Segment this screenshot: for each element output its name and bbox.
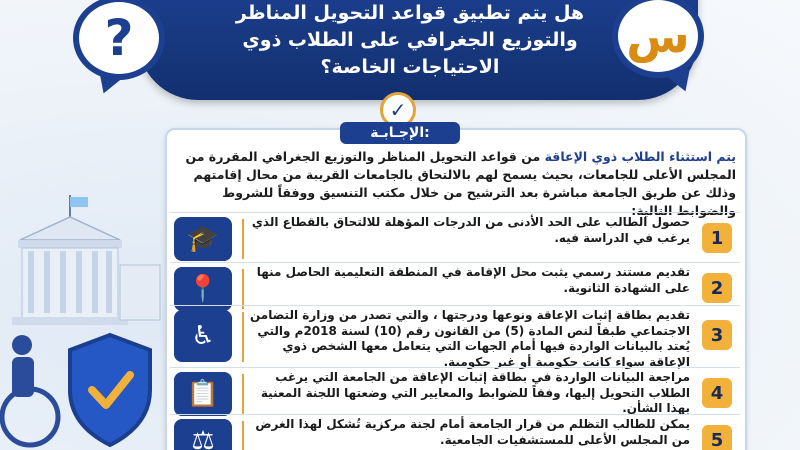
item-number: 3: [702, 320, 732, 350]
list-item: [170, 305, 740, 369]
item-divider: [242, 269, 244, 309]
item-divider: [242, 421, 244, 450]
university-illustration: [0, 195, 175, 450]
wheelchair-icon: ♿: [174, 310, 232, 362]
checkmark-icon: ✓: [380, 92, 416, 128]
item-number: 5: [702, 425, 732, 450]
location-pin-icon: 📍: [174, 267, 232, 311]
item-number: 1: [702, 223, 732, 253]
page-title: هل يتم تطبيق قواعد التحويل المناظر والتوزيع الجغرافي على الطلاب ذوي الاحتياجات الخاصة؟: [235, 2, 585, 78]
question-mark-glyph: ?: [104, 9, 134, 67]
item-text: حصول الطالب على الحد الأدنى من الدرجات المؤهلة للالتحاق بالقطاع الذي يرغب في الدراسة فيه.: [251, 215, 690, 245]
item-text: تقديم مستند رسمي يثبت محل الإقامة في المنطقة التعليمية الحاصل منها على الشهادة الثانوية.: [256, 265, 690, 295]
checklist-icon: 📋: [174, 372, 232, 416]
intro-text: من قواعد التحويل المناظر والتوزيع الجغرافي المقررة من المجلس الأعلى للجامعات، بحيث يسمح لهم بالالتحاق بالجامعات القريبة من محال إقامتهم وذلك عن طريق الجامعة مباشرة بعد الترشيح من خلال مكتب التنسيق ووفقاً للشروط والضوابط التالية:: [185, 149, 736, 218]
answer-label: الإجـابـة:: [340, 122, 460, 144]
scales-icon: ⚖: [174, 419, 232, 450]
list-item: [170, 367, 740, 417]
answer-letter-glyph: س: [626, 9, 690, 63]
item-divider: [242, 312, 244, 362]
item-number: 2: [702, 273, 732, 303]
intro-highlight: يتم استثناء الطلاب ذوي الإعاقة: [544, 149, 736, 164]
item-text: يمكن للطالب التظلم من قرار الجامعة أمام لجنة مركزية تُشكل لهذا الغرض من المجلس الأعلى للمستشفيات الجامعية.: [255, 417, 690, 447]
graduation-cap-icon: 🎓: [174, 217, 232, 261]
question-mark-icon: [73, 0, 165, 80]
answer-intro: [176, 148, 736, 220]
list-item: [170, 414, 740, 450]
list-item: [170, 212, 740, 262]
item-text: مراجعة البيانات الواردة في بطاقة إثبات الإعاقة من الجامعة التي يرغب الطلاب التحويل إليها، وفقاً للضوابط والمعايير التي وضعتها اللجنة المعنية بهذا الشأن.: [260, 370, 690, 415]
item-divider: [242, 374, 244, 414]
item-divider: [242, 219, 244, 259]
item-text: تقديم بطاقة إثبات الإعاقة ونوعها ودرجتها ، والتي تصدر من وزارة التضامن الاجتماعي طبقاً لنص المادة (5) من القانون رقم (10) لسنة 2018م والتي يُعتد بالبيانات الواردة فيها أمام الجهات التي يتعامل معها الشخص ذوي الإعاقة سواء كانت حكومية أو غير حكومية.: [250, 308, 690, 369]
item-number: 4: [702, 378, 732, 408]
